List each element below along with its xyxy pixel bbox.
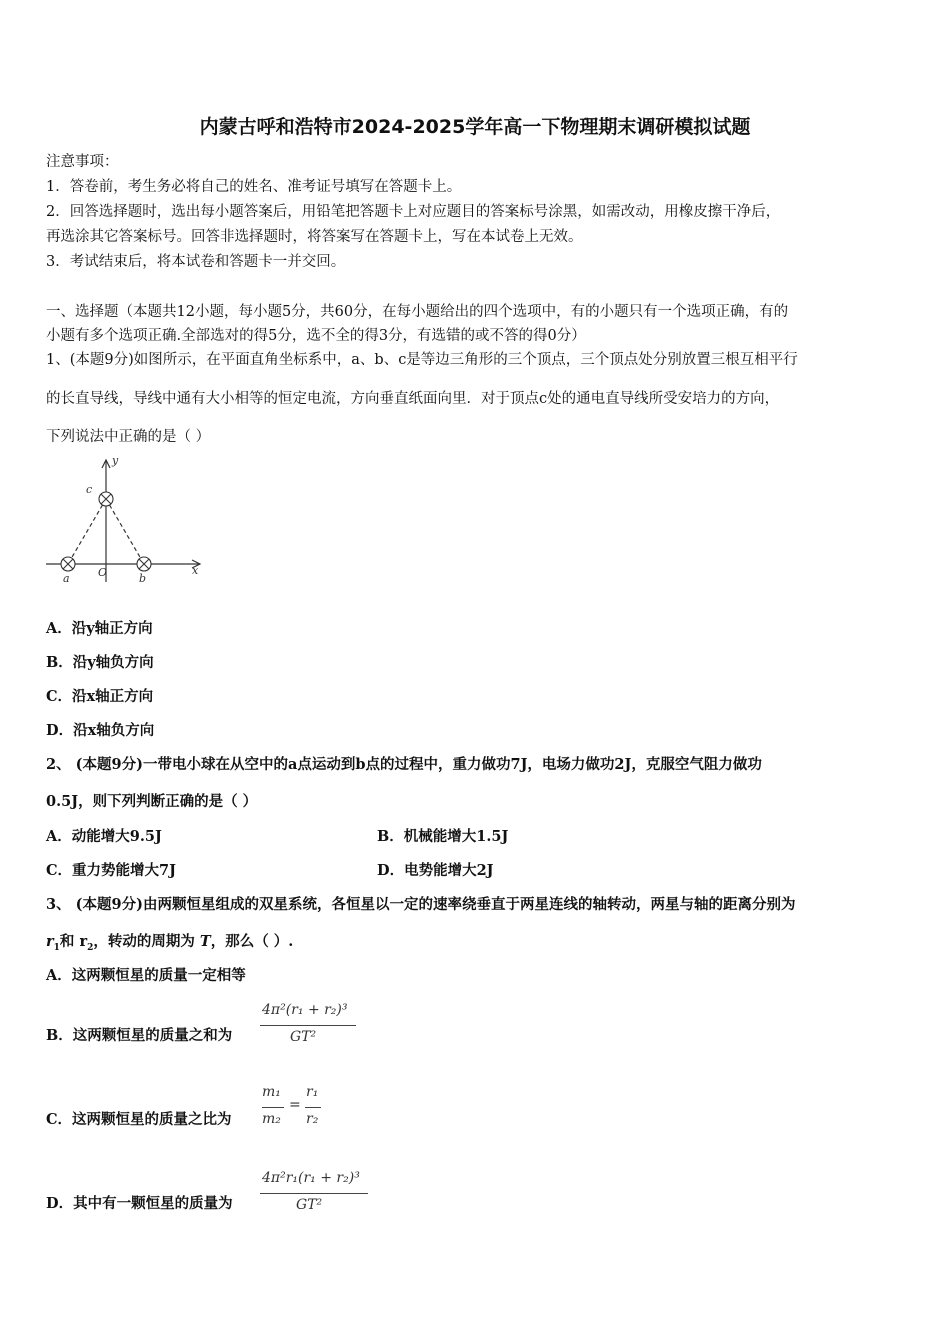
formula-c-equals: = (289, 1097, 301, 1113)
q2-stem-line1: 2、 (本题9分)一带电小球在从空中的a点运动到b点的过程中，重力做功7J，电场力做功2J，克服空气阻力做功 (46, 756, 762, 773)
formula-c-lhs-bar (262, 1107, 284, 1108)
wire-c-icon (99, 492, 113, 506)
q3-stem-line2 (46, 932, 293, 958)
r2-sub: 2 (87, 942, 94, 953)
formula-d-numerator: 4π²r₁(r₁ + r₂)³ (262, 1170, 360, 1186)
q1-stem-line2: 的长直导线，导线中通有大小相等的恒定电流，方向垂直纸面向里．对于顶点c处的通电直导线所受安培力的方向， (46, 391, 780, 407)
origin-label: O (98, 566, 108, 579)
wire-b-icon (137, 557, 151, 571)
formula-d-bar (260, 1193, 368, 1194)
q2-option-d[interactable]: D．电势能增大2J (377, 862, 494, 879)
stem-end: ，那么（ ）. (210, 933, 294, 950)
q3-option-b[interactable]: B．这两颗恒星的质量之和为 (46, 1027, 233, 1044)
q1-option-b[interactable]: B．沿y轴负方向 (46, 654, 154, 671)
notice-item-2: 2．回答选择题时，选出每小题答案后，用铅笔把答题卡上对应题目的答案标号涂黑，如需改动，用橡皮擦干净后， (46, 204, 781, 220)
y-axis-label: y (112, 454, 119, 467)
vertex-b-label: b (139, 572, 147, 585)
notice-item-1: 1．答卷前，考生务必将自己的姓名、准考证号填写在答题卡上。 (46, 179, 462, 195)
q1-option-d[interactable]: D．沿x轴负方向 (46, 722, 155, 739)
q1-option-c[interactable]: C．沿x轴正方向 (46, 688, 154, 705)
q1-stem-line1: 1、(本题9分)如图所示，在平面直角坐标系中，a、b、c是等边三角形的三个顶点，三个顶点处分别放置三根互相平行 (46, 352, 798, 368)
dashed-line-ca (68, 499, 106, 564)
q2-option-c[interactable]: C．重力势能增大7J (46, 862, 176, 879)
notice-item-3: 3．考试结束后，将本试卷和答题卡一并交回。 (46, 254, 346, 270)
formula-b-numerator: 4π²(r₁ + r₂)³ (262, 1002, 348, 1018)
q3-stem-line1: 3、 (本题9分)由两颗恒星组成的双星系统，各恒星以一定的速率绕垂直于两星连线的轴转动，两星与轴的距离分别为 (46, 896, 796, 913)
q2-stem-line2: 0.5J，则下列判断正确的是（ ） (46, 793, 258, 810)
q1-option-a[interactable]: A．沿y轴正方向 (46, 620, 153, 637)
q1-coordinate-figure (40, 452, 210, 587)
q1-stem-line3: 下列说法中正确的是（ ） (46, 429, 211, 445)
q3-option-a[interactable]: A．这两颗恒星的质量一定相等 (46, 967, 246, 984)
page-title: 内蒙古呼和浩特市2024-2025学年高一下物理期末调研模拟试题 (199, 116, 751, 138)
vertex-a-label: a (63, 572, 70, 585)
wire-a-icon (61, 557, 75, 571)
q3-formula-d (260, 1170, 372, 1218)
formula-c-lhs-num: m₁ (262, 1084, 281, 1100)
q3-formula-b (260, 1002, 360, 1050)
x-axis-label: x (192, 564, 199, 577)
period-var: T (199, 933, 211, 950)
dashed-line-cb (106, 499, 144, 564)
r1-var: r (46, 933, 54, 950)
q2-option-b[interactable]: B．机械能增大1.5J (377, 828, 509, 845)
r1-sub: 1 (53, 942, 60, 953)
section-header-line1: 一、选择题（本题共12小题，每小题5分，共60分，在每小题给出的四个选项中，有的小题只有一个选项正确，有的 (46, 304, 789, 320)
formula-b-denominator: GT² (290, 1029, 317, 1045)
notice-heading: 注意事项： (46, 154, 119, 170)
formula-c-rhs-bar (305, 1107, 321, 1108)
formula-c-rhs-num: r₁ (306, 1084, 319, 1100)
notice-item-2-cont: 再选涂其它答案标号。回答非选择题时，将答案写在答题卡上，写在本试卷上无效。 (46, 229, 583, 245)
period-text: ，转动的周期为 (93, 933, 200, 950)
q3-option-d[interactable]: D．其中有一颗恒星的质量为 (46, 1195, 233, 1212)
formula-b-bar (260, 1025, 356, 1026)
section-header-line2: 小题有多个选项正确.全部选对的得5分，选不全的得3分，有选错的或不答的得0分） (46, 328, 586, 344)
formula-c-lhs-den: m₂ (262, 1111, 281, 1127)
formula-d-denominator: GT² (296, 1197, 323, 1213)
q3-formula-c (262, 1084, 332, 1134)
and-r2: 和 r (59, 933, 88, 950)
formula-c-rhs-den: r₂ (306, 1111, 319, 1127)
vertex-c-label: c (86, 483, 93, 496)
q2-option-a[interactable]: A．动能增大9.5J (46, 828, 162, 845)
q3-option-c[interactable]: C．这两颗恒星的质量之比为 (46, 1111, 232, 1128)
